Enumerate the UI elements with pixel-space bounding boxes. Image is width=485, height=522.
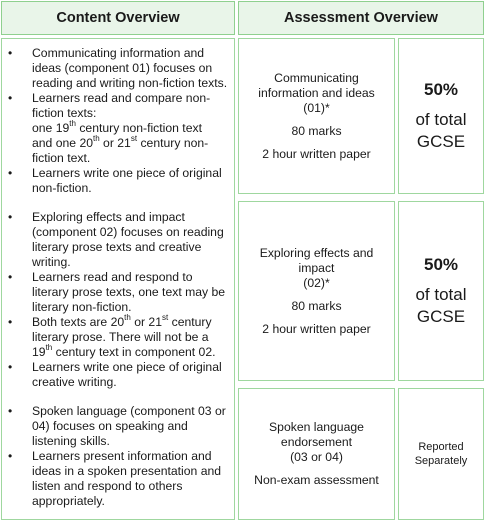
both-texts-note: Both texts are 20th or 21st century literary prose. There will not be a 19th century text in component 02. [32, 312, 216, 359]
assessment-overview-title: Assessment Overview [284, 10, 438, 26]
assessment-code: (02)* [303, 275, 330, 290]
assessment-type: Non-exam assessment [254, 473, 379, 487]
list-item: • Exploring effects and impact (component 02) focuses on reading literary prose texts and creative writing. [32, 210, 232, 270]
weight-of-total: of total [415, 110, 467, 129]
list-item: • Learners read and respond to literary prose texts, one text may be literary non-fiction. [32, 270, 232, 315]
weighting-component-03-04 [398, 388, 484, 520]
assessment-code: (03 or 04) [290, 450, 343, 464]
weight-percent: 50% [423, 80, 459, 99]
assessment-title: Exploring effects and impact [259, 245, 374, 275]
list-item: • Communicating information and ideas (component 01) focuses on reading and writing non-fiction texts. [32, 46, 232, 91]
assessment-marks: 80 marks [291, 123, 342, 138]
assessment-paper: 2 hour written paper [262, 321, 371, 336]
list-item [32, 312, 232, 360]
list-item: • Learners present information and ideas in a spoken presentation and listen and respond to others appropriately. [32, 449, 232, 509]
weighting-component-02 [398, 201, 484, 381]
list-item: • Learners write one piece of original non-fiction. [32, 166, 232, 196]
assessment-title: Communicating information and ideas [258, 70, 375, 100]
assessment-title: Spoken language endorsement [269, 420, 364, 449]
section-3-bullets [2, 404, 232, 509]
weight-gcse: GCSE [416, 307, 466, 326]
weight-gcse: GCSE [416, 132, 466, 151]
content-overview-body [1, 38, 235, 520]
assessment-component-03-04 [238, 388, 395, 520]
assessment-code: (01)* [303, 100, 330, 115]
list-item: • Learners read and compare non-fiction texts: one 19th century non-fiction text and one 20th or 21st century non-fiction text. [32, 91, 232, 166]
assessment-component-01 [238, 38, 395, 194]
assessment-paper: 2 hour written paper [262, 146, 371, 161]
content-overview-title: Content Overview [56, 10, 180, 26]
reported-separately: Reported Separately [414, 441, 468, 467]
content-overview-header [1, 1, 235, 35]
weight-percent: 50% [423, 255, 459, 274]
assessment-component-02 [238, 201, 395, 381]
section-1-bullets [2, 46, 232, 196]
assessment-overview-header [238, 1, 484, 35]
section-2-bullets [2, 210, 232, 390]
list-item: • Spoken language (component 03 or 04) focuses on speaking and listening skills. [32, 404, 232, 449]
weighting-component-01 [398, 38, 484, 194]
weight-of-total: of total [415, 285, 467, 304]
assessment-marks: 80 marks [291, 298, 342, 313]
list-item: • Learners write one piece of original creative writing. [32, 360, 232, 390]
compare-detail: one 19th century non-fiction text and one 20th or 21st century non-fiction text. [32, 118, 209, 165]
